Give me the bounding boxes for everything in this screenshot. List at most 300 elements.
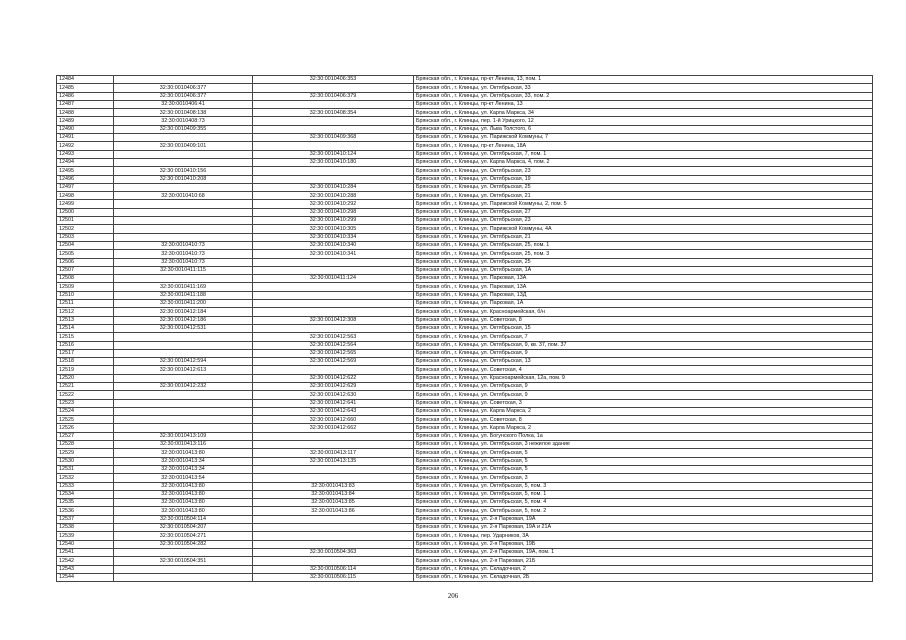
row-number-cell: 12484 [57, 76, 114, 84]
cadastral-number-object-cell: 32:30:0010506:114 [253, 565, 414, 573]
cadastral-number-object-cell [253, 266, 414, 274]
cadastral-number-land-cell: 32:30:0010408:73 [114, 117, 253, 125]
cadastral-number-object-cell: 32:30:0010412:564 [253, 341, 414, 349]
cadastral-number-object-cell: 32:30:0010409:368 [253, 134, 414, 142]
table-row [57, 407, 873, 415]
cadastral-number-land-cell: 32:30:0010406:377 [114, 84, 253, 92]
address-cell: Брянская обл., г. Клинцы, ул. Парижской Коммуны, 2, пом. 5 [414, 200, 873, 208]
table-row [57, 291, 873, 299]
row-number-cell: 12506 [57, 258, 114, 266]
cadastral-number-object-cell: 32:30:0010413:84 [253, 490, 414, 498]
cadastral-number-object-cell [253, 441, 414, 449]
registry-rows [57, 76, 873, 582]
cadastral-number-land-cell: 32:30:0010412:613 [114, 366, 253, 374]
cadastral-number-object-cell: 32:30:0010410:305 [253, 225, 414, 233]
table-row [57, 399, 873, 407]
cadastral-number-land-cell [114, 158, 253, 166]
cadastral-number-object-cell: 32:30:0010506:115 [253, 573, 414, 581]
cadastral-number-object-cell [253, 308, 414, 316]
row-number-cell: 12501 [57, 217, 114, 225]
row-number-cell: 12498 [57, 192, 114, 200]
table-row [57, 100, 873, 108]
cadastral-number-land-cell: 32:30:0010504:351 [114, 557, 253, 565]
row-number-cell: 12487 [57, 100, 114, 108]
cadastral-number-land-cell [114, 150, 253, 158]
row-number-cell: 12523 [57, 399, 114, 407]
cadastral-number-object-cell: 32:30:0010412:622 [253, 374, 414, 382]
cadastral-number-land-cell: 32:30:0010412:184 [114, 308, 253, 316]
cadastral-number-land-cell [114, 565, 253, 573]
row-number-cell: 12505 [57, 250, 114, 258]
row-number-cell: 12517 [57, 349, 114, 357]
cadastral-number-land-cell: 32:30:0010413:80 [114, 482, 253, 490]
cadastral-number-land-cell: 32:30:0010410:208 [114, 175, 253, 183]
cadastral-number-object-cell: 32:30:0010410:298 [253, 208, 414, 216]
address-cell: Брянская обл., г. Клинцы, ул. Парковая, 13А [414, 283, 873, 291]
cadastral-number-object-cell: 32:30:0010412:569 [253, 358, 414, 366]
cadastral-number-land-cell: 32:30:0010410:73 [114, 258, 253, 266]
cadastral-number-object-cell [253, 432, 414, 440]
cadastral-number-land-cell [114, 134, 253, 142]
address-cell: Брянская обл., г. Клинцы, ул. Льва Толстого, 6 [414, 125, 873, 133]
table-row [57, 465, 873, 473]
row-number-cell: 12544 [57, 573, 114, 581]
table-row [57, 134, 873, 142]
cadastral-number-land-cell [114, 275, 253, 283]
address-cell: Брянская обл., г. Клинцы, ул. Парижской Коммуны, 4А [414, 225, 873, 233]
address-cell: Брянская обл., г. Клинцы, ул. Октябрьская, 5, пом. 1 [414, 490, 873, 498]
table-row [57, 548, 873, 556]
cadastral-number-land-cell: 32:30:0010410:73 [114, 250, 253, 258]
table-row [57, 366, 873, 374]
table-row [57, 266, 873, 274]
cadastral-number-land-cell: 32:30:0010504:207 [114, 524, 253, 532]
cadastral-number-object-cell: 32:30:0010412:660 [253, 416, 414, 424]
table-row [57, 474, 873, 482]
row-number-cell: 12500 [57, 208, 114, 216]
row-number-cell: 12493 [57, 150, 114, 158]
address-cell: Брянская обл., г. Клинцы, ул. Октябрьская, 7 [414, 333, 873, 341]
address-cell: Брянская обл., г. Клинцы, ул. Октябрьская, 21 [414, 233, 873, 241]
table-row [57, 192, 873, 200]
row-number-cell: 12515 [57, 333, 114, 341]
address-cell: Брянская обл., г. Клинцы, ул. Складочная, 2Б [414, 573, 873, 581]
address-cell: Брянская обл., г. Клинцы, ул. Октябрьская, 5 [414, 449, 873, 457]
cadastral-number-land-cell: 32:30:0010412:232 [114, 382, 253, 390]
cadastral-number-land-cell: 32:30:0010413:80 [114, 507, 253, 515]
cadastral-number-object-cell [253, 117, 414, 125]
cadastral-number-object-cell [253, 366, 414, 374]
cadastral-number-land-cell: 32:30:0010504:282 [114, 540, 253, 548]
cadastral-number-object-cell: 32:30:0010410:292 [253, 200, 414, 208]
cadastral-number-object-cell: 32:30:0010413:135 [253, 457, 414, 465]
cadastral-number-object-cell [253, 465, 414, 473]
address-cell: Брянская обл., г. Клинцы, ул. Октябрьская, 33 [414, 84, 873, 92]
row-number-cell: 12496 [57, 175, 114, 183]
row-number-cell: 12499 [57, 200, 114, 208]
table-row [57, 200, 873, 208]
address-cell: Брянская обл., г. Клинцы, пр-кт Ленина, 18А [414, 142, 873, 150]
cadastral-number-land-cell: 32:30:0010411:169 [114, 283, 253, 291]
cadastral-number-object-cell [253, 167, 414, 175]
cadastral-number-object-cell: 32:30:0010413:86 [253, 507, 414, 515]
table-row [57, 250, 873, 258]
address-cell: Брянская обл., г. Клинцы, ул. Октябрьская, 5 [414, 457, 873, 465]
row-number-cell: 12524 [57, 407, 114, 415]
cadastral-number-object-cell: 32:30:0010410:180 [253, 158, 414, 166]
cadastral-number-land-cell: 32:30:0010411:200 [114, 300, 253, 308]
table-row [57, 175, 873, 183]
cadastral-number-land-cell: 32:30:0010413:116 [114, 441, 253, 449]
cadastral-number-land-cell [114, 349, 253, 357]
table-row [57, 524, 873, 532]
table-row [57, 565, 873, 573]
cadastral-number-land-cell: 32:30:0010413:34 [114, 457, 253, 465]
row-number-cell: 12514 [57, 324, 114, 332]
table-row [57, 183, 873, 191]
table-row [57, 482, 873, 490]
cadastral-number-object-cell: 32:30:0010412:641 [253, 399, 414, 407]
table-row [57, 333, 873, 341]
cadastral-number-land-cell [114, 424, 253, 432]
address-cell: Брянская обл., г. Клинцы, ул. Октябрьская, 7, пом. 1 [414, 150, 873, 158]
row-number-cell: 12519 [57, 366, 114, 374]
table-row [57, 109, 873, 117]
cadastral-number-object-cell: 32:30:0010412:565 [253, 349, 414, 357]
address-cell: Брянская обл., г. Клинцы, ул. Октябрьская, 25, пом. 3 [414, 250, 873, 258]
table-row [57, 150, 873, 158]
cadastral-number-object-cell: 32:30:0010411:124 [253, 275, 414, 283]
cadastral-number-object-cell: 32:30:0010412:662 [253, 424, 414, 432]
table-row [57, 507, 873, 515]
cadastral-number-object-cell [253, 300, 414, 308]
row-number-cell: 12520 [57, 374, 114, 382]
address-cell: Брянская обл., г. Клинцы, ул. Октябрьская, 15 [414, 324, 873, 332]
cadastral-number-object-cell [253, 100, 414, 108]
cadastral-number-object-cell [253, 283, 414, 291]
row-number-cell: 12533 [57, 482, 114, 490]
row-number-cell: 12538 [57, 524, 114, 532]
address-cell: Брянская обл., г. Клинцы, ул. Октябрьская, 13 [414, 358, 873, 366]
row-number-cell: 12534 [57, 490, 114, 498]
address-cell: Брянская обл., г. Клинцы, ул. 2-я Парковая, 19А, пом. 1 [414, 548, 873, 556]
table-row [57, 374, 873, 382]
row-number-cell: 12507 [57, 266, 114, 274]
row-number-cell: 12542 [57, 557, 114, 565]
row-number-cell: 12537 [57, 515, 114, 523]
row-number-cell: 12536 [57, 507, 114, 515]
cadastral-number-land-cell [114, 399, 253, 407]
cadastral-number-object-cell: 32:30:0010413:117 [253, 449, 414, 457]
address-cell: Брянская обл., г. Клинцы, пр-кт Ленина, 13 [414, 100, 873, 108]
cadastral-number-land-cell: 32:30:0010413:80 [114, 499, 253, 507]
address-cell: Брянская обл., г. Клинцы, ул. Красноармейская, б/н [414, 308, 873, 316]
cadastral-number-land-cell [114, 416, 253, 424]
address-cell: Брянская обл., г. Клинцы, ул. Октябрьская, 27 [414, 208, 873, 216]
cadastral-number-land-cell [114, 391, 253, 399]
address-cell: Брянская обл., г. Клинцы, ул. Карла Маркса, 4, пом. 2 [414, 158, 873, 166]
cadastral-number-object-cell: 32:30:0010504:363 [253, 548, 414, 556]
cadastral-number-object-cell: 32:30:0010410:299 [253, 217, 414, 225]
table-row [57, 92, 873, 100]
cadastral-number-land-cell: 32:30:0010504:114 [114, 515, 253, 523]
cadastral-number-land-cell [114, 374, 253, 382]
table-row [57, 573, 873, 581]
row-number-cell: 12511 [57, 300, 114, 308]
row-number-cell: 12510 [57, 291, 114, 299]
cadastral-number-object-cell [253, 515, 414, 523]
table-row [57, 532, 873, 540]
address-cell: Брянская обл., г. Клинцы, ул. Парижской Коммуны, 7 [414, 134, 873, 142]
address-cell: Брянская обл., г. Клинцы, ул. Октябрьская, 25, пом. 1 [414, 241, 873, 249]
address-cell: Брянская обл., г. Клинцы, ул. Карла Маркса, 2 [414, 424, 873, 432]
cadastral-number-object-cell [253, 258, 414, 266]
cadastral-number-land-cell: 32:30:0010412:594 [114, 358, 253, 366]
cadastral-number-object-cell: 32:30:0010412:630 [253, 391, 414, 399]
row-number-cell: 12491 [57, 134, 114, 142]
cadastral-number-land-cell [114, 208, 253, 216]
cadastral-number-object-cell [253, 84, 414, 92]
row-number-cell: 12490 [57, 125, 114, 133]
cadastral-number-land-cell: 32:30:0010412:186 [114, 316, 253, 324]
address-cell: Брянская обл., г. Клинцы, ул. Октябрьская, 21 [414, 192, 873, 200]
address-cell: Брянская обл., г. Клинцы, ул. Октябрьская, 3 [414, 474, 873, 482]
address-cell: Брянская обл., г. Клинцы, ул. Парковая, 13А [414, 275, 873, 283]
address-cell: Брянская обл., г. Клинцы, ул. Советская, 8 [414, 416, 873, 424]
row-number-cell: 12486 [57, 92, 114, 100]
row-number-cell: 12532 [57, 474, 114, 482]
table-row [57, 515, 873, 523]
row-number-cell: 12497 [57, 183, 114, 191]
table-row [57, 540, 873, 548]
registry-sheet [56, 75, 852, 582]
address-cell: Брянская обл., г. Клинцы, ул. Октябрьская, 25 [414, 183, 873, 191]
table-row [57, 241, 873, 249]
address-cell: Брянская обл., г. Клинцы, ул. Карла Маркса, 34 [414, 109, 873, 117]
row-number-cell: 12528 [57, 441, 114, 449]
row-number-cell: 12492 [57, 142, 114, 150]
row-number-cell: 12512 [57, 308, 114, 316]
cadastral-number-object-cell: 32:30:0010412:629 [253, 382, 414, 390]
address-cell: Брянская обл., г. Клинцы, ул. Октябрьская, 9 [414, 382, 873, 390]
address-cell: Брянская обл., г. Клинцы, ул. Красноармейская, 12а, пом. 9 [414, 374, 873, 382]
cadastral-number-object-cell: 32:30:0010408:354 [253, 109, 414, 117]
page-number: 206 [447, 592, 459, 600]
row-number-cell: 12495 [57, 167, 114, 175]
cadastral-number-land-cell [114, 573, 253, 581]
table-row [57, 167, 873, 175]
table-row [57, 441, 873, 449]
cadastral-number-object-cell: 32:30:0010412:308 [253, 316, 414, 324]
row-number-cell: 12530 [57, 457, 114, 465]
address-cell: Брянская обл., г. Клинцы, ул. Октябрьская, 9 [414, 349, 873, 357]
row-number-cell: 12488 [57, 109, 114, 117]
address-cell: Брянская обл., г. Клинцы, ул. Октябрьская, 9 [414, 391, 873, 399]
address-cell: Брянская обл., г. Клинцы, ул. Октябрьская, 5, пом. 3 [414, 482, 873, 490]
cadastral-number-object-cell: 32:30:0010406:353 [253, 76, 414, 84]
address-cell: Брянская обл., г. Клинцы, ул. Парковая, 13Д [414, 291, 873, 299]
address-cell: Брянская обл., г. Клинцы, ул. Октябрьская, 5, пом. 4 [414, 499, 873, 507]
table-row [57, 391, 873, 399]
cadastral-number-object-cell: 32:30:0010412:643 [253, 407, 414, 415]
cadastral-number-land-cell [114, 183, 253, 191]
cadastral-number-object-cell [253, 524, 414, 532]
row-number-cell: 12503 [57, 233, 114, 241]
address-cell: Брянская обл., г. Клинцы, ул. Богунского Полка, 1а [414, 432, 873, 440]
cadastral-number-land-cell [114, 200, 253, 208]
row-number-cell: 12535 [57, 499, 114, 507]
cadastral-number-land-cell: 32:30:0010412:531 [114, 324, 253, 332]
address-cell: Брянская обл., г. Клинцы, ул. 2-я Парковая, 19А и 21А [414, 524, 873, 532]
cadastral-number-object-cell: 32:30:0010412:563 [253, 333, 414, 341]
cadastral-number-land-cell: 32:30:0010504:271 [114, 532, 253, 540]
address-cell: Брянская обл., г. Клинцы, ул. Октябрьская, 25 [414, 258, 873, 266]
address-cell: Брянская обл., г. Клинцы, ул. Октябрьская, 5 [414, 465, 873, 473]
cadastral-number-object-cell: 32:30:0010410:340 [253, 241, 414, 249]
table-row [57, 208, 873, 216]
cadastral-number-object-cell [253, 324, 414, 332]
address-cell: Брянская обл., г. Клинцы, ул. Советская, 3 [414, 399, 873, 407]
address-cell: Брянская обл., г. Клинцы, ул. Октябрьская, 9, кв. 37, пом. 37 [414, 341, 873, 349]
cadastral-number-object-cell: 32:30:0010413:83 [253, 482, 414, 490]
cadastral-number-land-cell: 32:30:0010410:68 [114, 192, 253, 200]
cadastral-number-land-cell: 32:30:0010410:73 [114, 241, 253, 249]
row-number-cell: 12541 [57, 548, 114, 556]
address-cell: Брянская обл., г. Клинцы, ул. Карла Маркса, 2 [414, 407, 873, 415]
row-number-cell: 12513 [57, 316, 114, 324]
table-row [57, 258, 873, 266]
cadastral-number-land-cell: 32:30:0010406:377 [114, 92, 253, 100]
cadastral-number-land-cell [114, 341, 253, 349]
table-row [57, 457, 873, 465]
cadastral-number-land-cell: 32:30:0010413:80 [114, 490, 253, 498]
table-row [57, 300, 873, 308]
registry-table [56, 75, 873, 582]
table-row [57, 217, 873, 225]
table-row [57, 416, 873, 424]
table-row [57, 490, 873, 498]
row-number-cell: 12494 [57, 158, 114, 166]
row-number-cell: 12509 [57, 283, 114, 291]
cadastral-number-land-cell: 32:30:0010408:138 [114, 109, 253, 117]
cadastral-number-land-cell: 32:30:0010410:156 [114, 167, 253, 175]
address-cell: Брянская обл., г. Клинцы, пер. Ударников, 3А [414, 532, 873, 540]
cadastral-number-object-cell [253, 557, 414, 565]
row-number-cell: 12521 [57, 382, 114, 390]
table-row [57, 449, 873, 457]
row-number-cell: 12543 [57, 565, 114, 573]
cadastral-number-land-cell: 32:30:0010409:101 [114, 142, 253, 150]
cadastral-number-land-cell: 32:30:0010413:109 [114, 432, 253, 440]
cadastral-number-land-cell [114, 76, 253, 84]
table-row [57, 283, 873, 291]
cadastral-number-land-cell: 32:30:0010411:115 [114, 266, 253, 274]
cadastral-number-land-cell [114, 233, 253, 241]
cadastral-number-land-cell: 32:30:0010413:54 [114, 474, 253, 482]
table-row [57, 432, 873, 440]
row-number-cell: 12540 [57, 540, 114, 548]
row-number-cell: 12516 [57, 341, 114, 349]
table-row [57, 341, 873, 349]
row-number-cell: 12502 [57, 225, 114, 233]
cadastral-number-land-cell [114, 407, 253, 415]
cadastral-number-object-cell [253, 540, 414, 548]
cadastral-number-object-cell [253, 291, 414, 299]
table-row [57, 424, 873, 432]
address-cell: Брянская обл., г. Клинцы, ул. Советская, 8 [414, 316, 873, 324]
table-row [57, 125, 873, 133]
address-cell: Брянская обл., г. Клинцы, ул. Советская, 4 [414, 366, 873, 374]
cadastral-number-object-cell [253, 125, 414, 133]
table-row [57, 499, 873, 507]
row-number-cell: 12508 [57, 275, 114, 283]
address-cell: Брянская обл., г. Клинцы, ул. 2-я Парковая, 19Б [414, 540, 873, 548]
address-cell: Брянская обл., г. Клинцы, ул. Октябрьская, 19 [414, 175, 873, 183]
row-number-cell: 12527 [57, 432, 114, 440]
cadastral-number-land-cell [114, 333, 253, 341]
cadastral-number-object-cell: 32:30:0010410:334 [253, 233, 414, 241]
row-number-cell: 12504 [57, 241, 114, 249]
cadastral-number-land-cell: 32:30:0010413:34 [114, 465, 253, 473]
row-number-cell: 12489 [57, 117, 114, 125]
row-number-cell: 12539 [57, 532, 114, 540]
cadastral-number-land-cell [114, 548, 253, 556]
cadastral-number-object-cell: 32:30:0010413:85 [253, 499, 414, 507]
table-row [57, 225, 873, 233]
address-cell: Брянская обл., г. Клинцы, ул. 2-я Парковая, 19А [414, 515, 873, 523]
cadastral-number-object-cell [253, 142, 414, 150]
row-number-cell: 12526 [57, 424, 114, 432]
table-row [57, 158, 873, 166]
cadastral-number-land-cell: 32:30:0010413:80 [114, 449, 253, 457]
table-row [57, 142, 873, 150]
address-cell: Брянская обл., г. Клинцы, ул. Октябрьская, 23 [414, 167, 873, 175]
cadastral-number-land-cell: 32:30:0010409:355 [114, 125, 253, 133]
row-number-cell: 12531 [57, 465, 114, 473]
table-row [57, 382, 873, 390]
table-row [57, 275, 873, 283]
address-cell: Брянская обл., г. Клинцы, ул. Октябрьская, 3 нежилое здание [414, 441, 873, 449]
address-cell: Брянская обл., г. Клинцы, пр-кт Ленина, 13, пом. 1 [414, 76, 873, 84]
address-cell: Брянская обл., г. Клинцы, ул. Октябрьская, 33, пом. 2 [414, 92, 873, 100]
address-cell: Брянская обл., г. Клинцы, ул. Октябрьская, 23 [414, 217, 873, 225]
address-cell: Брянская обл., г. Клинцы, ул. Складочная, 2 [414, 565, 873, 573]
cadastral-number-land-cell [114, 217, 253, 225]
table-row [57, 349, 873, 357]
table-row [57, 308, 873, 316]
row-number-cell: 12518 [57, 358, 114, 366]
cadastral-number-object-cell: 32:30:0010410:284 [253, 183, 414, 191]
cadastral-number-object-cell: 32:30:0010406:379 [253, 92, 414, 100]
row-number-cell: 12525 [57, 416, 114, 424]
table-row [57, 324, 873, 332]
address-cell: Брянская обл., г. Клинцы, ул. Октябрьская, 5, пом. 2 [414, 507, 873, 515]
table-row [57, 233, 873, 241]
table-row [57, 84, 873, 92]
cadastral-number-object-cell [253, 175, 414, 183]
row-number-cell: 12485 [57, 84, 114, 92]
cadastral-number-land-cell [114, 225, 253, 233]
address-cell: Брянская обл., г. Клинцы, ул. 2-я Парковая, 21Б [414, 557, 873, 565]
table-row [57, 76, 873, 84]
cadastral-number-object-cell: 32:30:0010410:288 [253, 192, 414, 200]
table-row [57, 316, 873, 324]
cadastral-number-object-cell: 32:30:0010410:341 [253, 250, 414, 258]
cadastral-number-land-cell: 32:30:0010411:188 [114, 291, 253, 299]
table-row [57, 557, 873, 565]
cadastral-number-land-cell: 32:30:0010406:41 [114, 100, 253, 108]
address-cell: Брянская обл., г. Клинцы, ул. Парковая, 1А [414, 300, 873, 308]
